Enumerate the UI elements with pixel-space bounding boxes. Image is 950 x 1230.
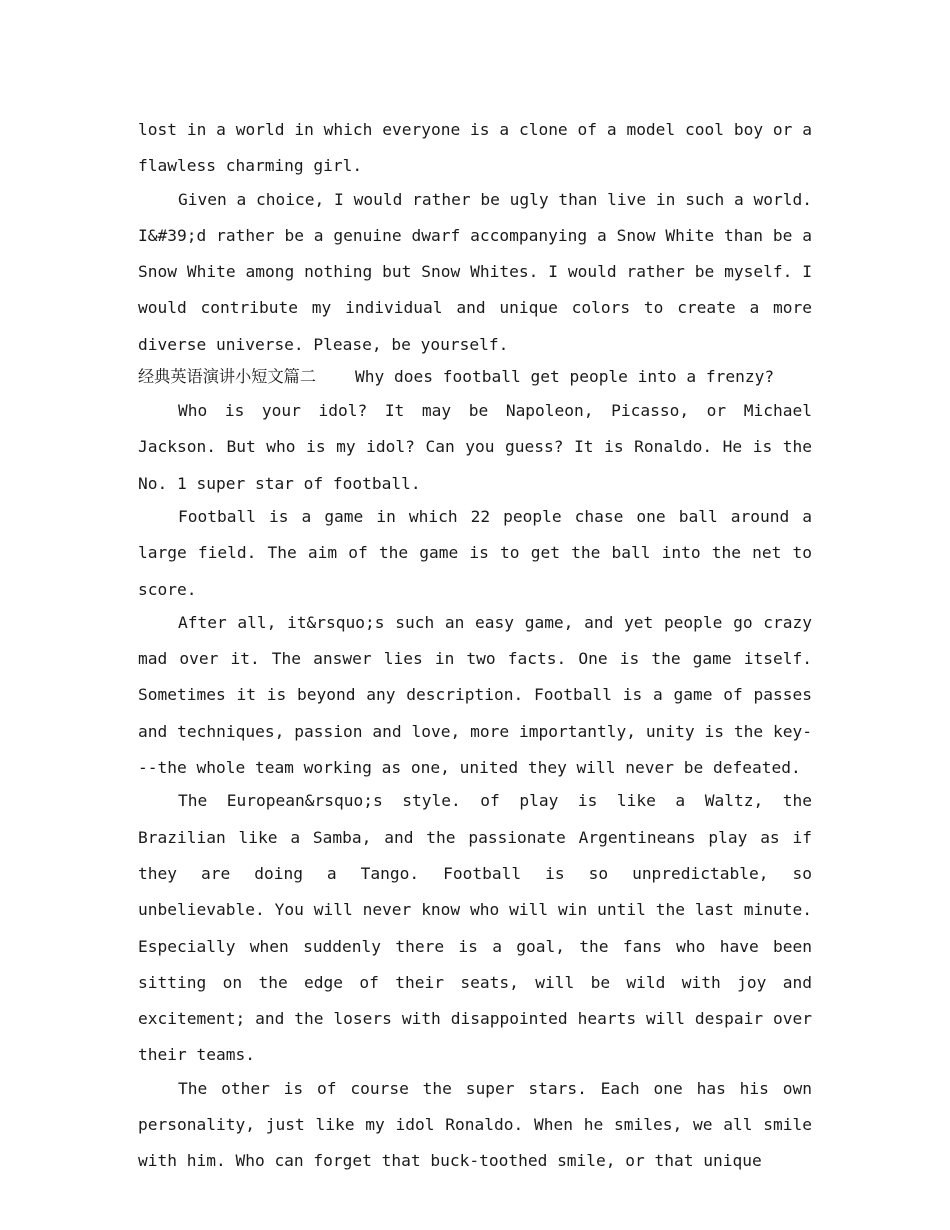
paragraph <box>138 499 812 608</box>
section-heading-en: Why does football get people into a frenzy? <box>355 367 775 387</box>
section-heading <box>138 360 812 393</box>
paragraph-text: The other is of course the super stars. Each one has his own personality, just like my idol Ronaldo. When he smiles, we all smile with him. Who can forget that buck-toothed smile, or that unique <box>138 1078 812 1171</box>
paragraph <box>138 1071 812 1180</box>
paragraph-text: lost in a world in which everyone is a clone of a model cool boy or a flawless charming girl. <box>138 120 812 176</box>
paragraph <box>138 112 812 185</box>
paragraph <box>138 393 812 502</box>
paragraph-text: The European&rsquo;s style. of play is like a Waltz, the Brazilian like a Samba, and the passionate Argentineans play as if they are doing a Tango. Football is so unpredictable, so unbelievable. You will never know who will win until the last minute. Especially when suddenly there is a goal, the fans who have been sitting on the edge of their seats, will be wild with joy and excitement; and the losers with disappointed hearts will despair over their teams. <box>138 791 812 1065</box>
paragraph-text: Who is your idol? It may be Napoleon, Picasso, or Michael Jackson. But who is my idol? Can you guess? It is Ronaldo. He is the No. 1 super star of football. <box>138 401 812 493</box>
paragraph <box>138 605 812 786</box>
paragraph-text: Given a choice, I would rather be ugly than live in such a world. I&#39;d rather be a genuine dwarf accompanying a Snow White than be a Snow White among nothing but Snow Whites. I would rather be myself. I would contribute my individual and unique colors to create a more diverse universe. Please, be yourself. <box>138 189 812 354</box>
paragraph <box>138 783 812 1073</box>
section-heading-cjk: 经典英语演讲小短文篇二 <box>138 367 317 387</box>
paragraph-text: After all, it&rsquo;s such an easy game, and yet people go crazy mad over it. The answer lies in two facts. One is the game itself. Sometimes it is beyond any description. Football is a game of passes and techniques, passion and love, more importantly, unity is the key---the whole team working as one, united they will never be defeated. <box>138 612 812 778</box>
paragraph-text: Football is a game in which 22 people chase one ball around a large field. The aim of the game is to get the ball into the net to score. <box>138 506 812 599</box>
document-page <box>138 112 812 1177</box>
paragraph <box>138 182 812 363</box>
